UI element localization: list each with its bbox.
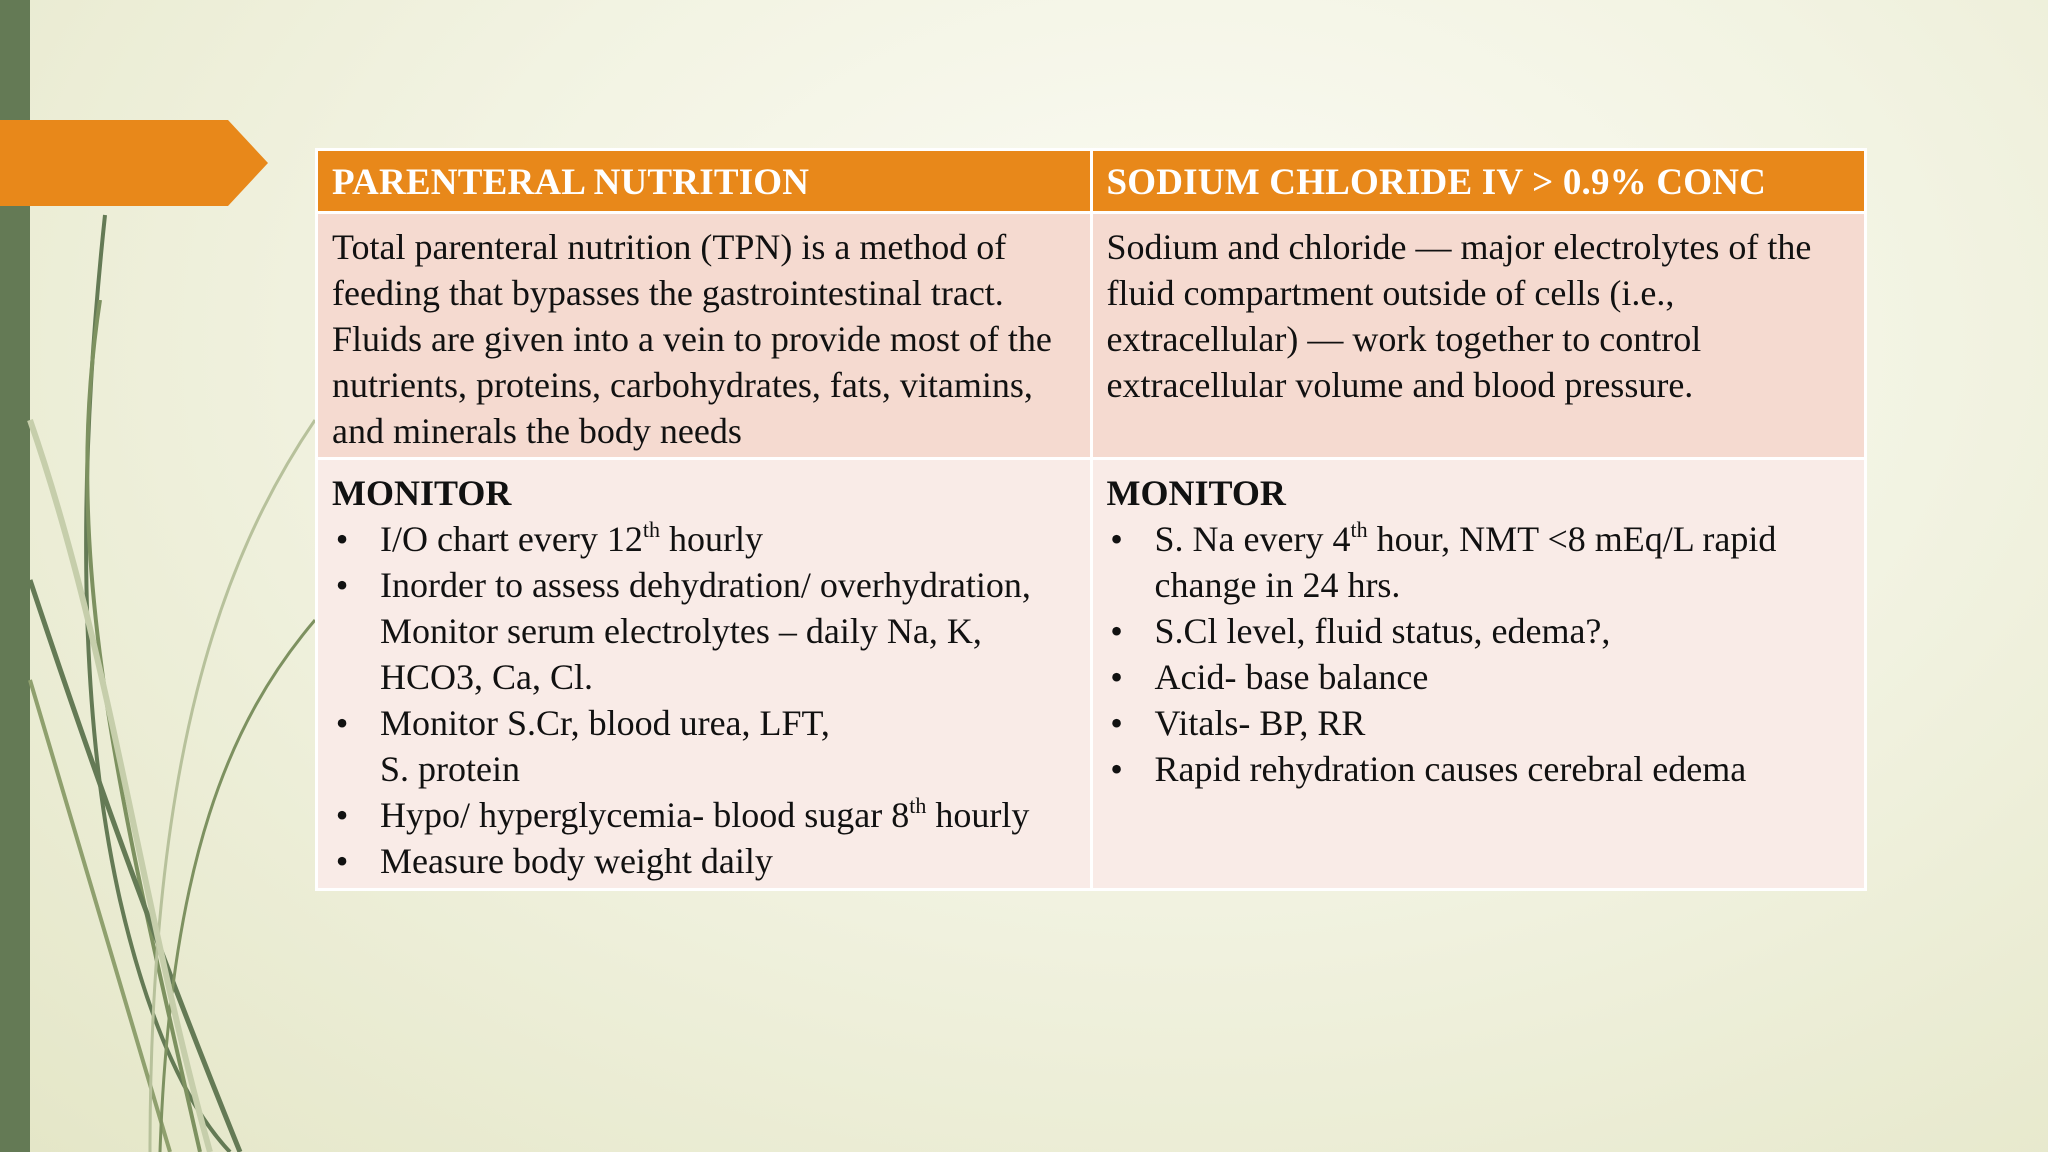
description-row [317,213,1866,459]
comparison-table [315,148,1867,891]
list-item: • S. Na every 4th hour, NMT <8 mEq/L rapid change in 24 hrs. [1107,516,1851,608]
header-row [317,150,1866,213]
list-item: • S.Cl level, fluid status, edema?, [1107,608,1851,654]
list-item: • Vitals- BP, RR [1107,700,1851,746]
bullet-glyph: • [335,841,349,881]
bullet-glyph: • [1110,657,1123,697]
list-item: • Rapid rehydration causes cerebral edema [1107,746,1851,792]
monitor-list [332,516,1076,884]
bullet-glyph: • [335,795,349,835]
monitor-list [1107,516,1851,792]
list-item: • Acid- base balance [1107,654,1851,700]
list-item: • I/O chart every 12th hourly [332,516,1076,562]
bullet-glyph: • [1110,749,1123,789]
monitor-cell-sodium-chloride [1091,459,1866,890]
bullet-glyph: • [335,703,349,743]
bullet-glyph: • [335,519,349,559]
bullet-glyph: • [335,565,349,605]
monitor-heading: MONITOR [1106,473,1286,513]
monitor-cell-parenteral-nutrition [317,459,1092,890]
list-item: • Inorder to assess dehydration/ overhydration, Monitor serum electrolytes – daily Na, K, HCO3, Ca, Cl. [332,562,1076,700]
bullet-glyph: • [1110,703,1123,743]
monitor-heading: MONITOR [332,473,512,513]
header-parenteral-nutrition: PARENTERAL NUTRITION [317,150,1092,213]
header-sodium-chloride: SODIUM CHLORIDE IV > 0.9% CONC [1091,150,1866,213]
list-item: • Measure body weight daily [332,838,1076,884]
description-parenteral-nutrition: Total parenteral nutrition (TPN) is a method of feeding that bypasses the gastrointestinal tract. Fluids are given into a vein to provide most of the nutrients, proteins, carbohydrates, fats, vitamins, and minerals the body needs [317,213,1092,459]
list-item: • Monitor S.Cr, blood urea, LFT, S. protein [332,700,1076,792]
list-item: • Hypo/ hyperglycemia- blood sugar 8th hourly [332,792,1076,838]
description-sodium-chloride: Sodium and chloride — major electrolytes of the fluid compartment outside of cells (i.e., extracellular) — work together to control extracellular volume and blood pressure. [1091,213,1866,459]
orange-arrow-tab [0,120,270,206]
bullet-glyph: • [1110,611,1123,651]
monitor-row [317,459,1866,890]
bullet-glyph: • [1110,519,1123,559]
